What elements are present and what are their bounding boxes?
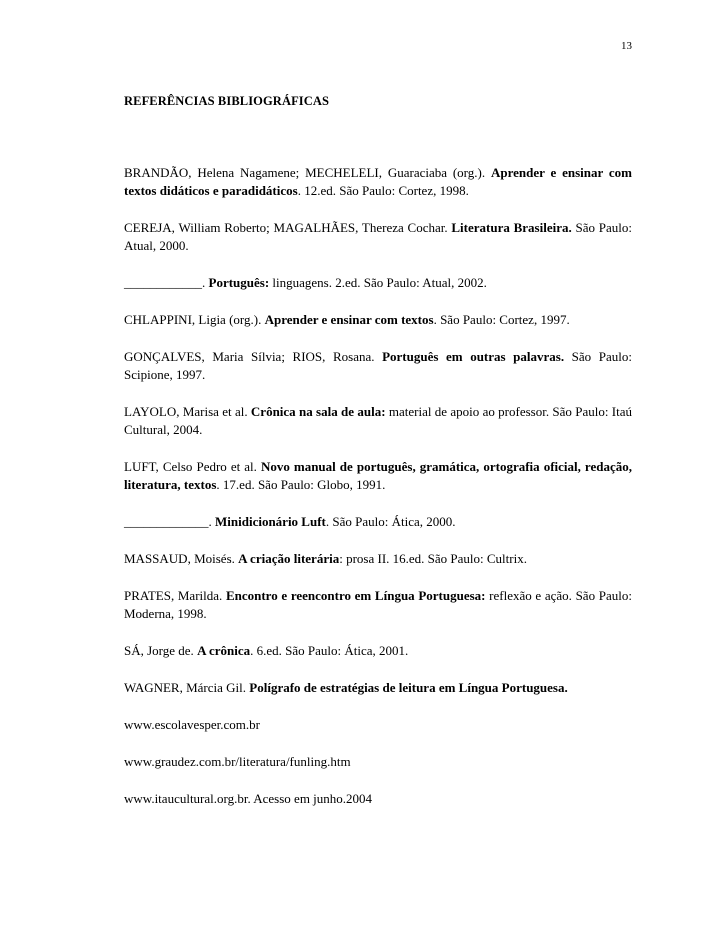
reference-work-title: A criação literária (238, 551, 340, 566)
reference-url-text: www.escolavesper.com.br (124, 717, 260, 732)
reference-url (124, 753, 632, 771)
reference-item (124, 219, 632, 255)
reference-work-title: Crônica na sala de aula: (250, 404, 386, 419)
reference-item (124, 587, 632, 623)
reference-details: . 6.ed. São Paulo: Ática, 2001. (250, 643, 409, 658)
reference-authors: WAGNER, Márcia Gil. (124, 680, 250, 695)
reference-work-title: Aprender e ensinar com textos (264, 312, 434, 327)
reference-work-title: Português em outras palavras. (382, 349, 565, 364)
reference-details: São Paulo: Atual, 2000. (124, 220, 632, 253)
reference-authors: _____________. (124, 514, 215, 529)
section-title: REFERÊNCIAS BIBLIOGRÁFICAS (124, 94, 330, 108)
reference-authors: ____________. (124, 275, 209, 290)
reference-url (124, 790, 632, 808)
reference-authors: BRANDÃO, Helena Nagamene; MECHELELI, Guaraciaba (org.). (124, 165, 491, 180)
reference-details: . 12.ed. São Paulo: Cortez, 1998. (297, 183, 469, 198)
reference-details: : prosa II. 16.ed. São Paulo: Cultrix. (339, 551, 527, 566)
reference-details: material de apoio ao professor. São Paulo: Itaú Cultural, 2004. (124, 404, 632, 437)
reference-url-text: www.graudez.com.br/literatura/funling.htm (124, 754, 351, 769)
reference-details: São Paulo: Scipione, 1997. (124, 349, 632, 382)
reference-item (124, 403, 632, 439)
reference-item (124, 679, 632, 697)
reference-item (124, 311, 632, 329)
reference-authors: PRATES, Marilda. (124, 588, 226, 603)
reference-authors: GONÇALVES, Maria Sílvia; RIOS, Rosana. (124, 349, 383, 364)
reference-details: . 17.ed. São Paulo: Globo, 1991. (216, 477, 386, 492)
page-number: 13 (621, 40, 632, 52)
reference-item (124, 550, 632, 568)
reference-authors: LUFT, Celso Pedro et al. (124, 459, 261, 474)
reference-work-title: Português: (208, 275, 270, 290)
reference-details: linguagens. 2.ed. São Paulo: Atual, 2002. (269, 275, 487, 290)
reference-details: . São Paulo: Ática, 2000. (325, 514, 456, 529)
reference-item (124, 348, 632, 384)
reference-work-title: Novo manual de português, gramática, ortografia oficial, redação, literatura, textos (124, 459, 632, 492)
reference-list (124, 164, 632, 827)
reference-details: . São Paulo: Cortez, 1997. (433, 312, 570, 327)
reference-item (124, 513, 632, 531)
reference-authors: CEREJA, William Roberto; MAGALHÃES, Thereza Cochar. (124, 220, 452, 235)
reference-url (124, 716, 632, 734)
reference-item (124, 164, 632, 200)
reference-work-title: Minidicionário Luft (215, 514, 326, 529)
reference-details: reflexão e ação. São Paulo: Moderna, 1998. (124, 588, 632, 621)
reference-work-title: Encontro e reencontro em Língua Portuguesa: (225, 588, 486, 603)
reference-work-title: Literatura Brasileira. (451, 220, 572, 235)
reference-item (124, 642, 632, 660)
reference-work-title: A crônica (197, 643, 251, 658)
reference-authors: SÁ, Jorge de. (124, 643, 198, 658)
reference-url-text: www.itaucultural.org.br. Acesso em junho.2004 (124, 791, 373, 806)
reference-work-title: Aprender e ensinar com textos didáticos e paradidáticos (124, 165, 632, 198)
reference-authors: MASSAUD, Moisés. (124, 551, 239, 566)
reference-item (124, 274, 632, 292)
reference-item (124, 458, 632, 494)
reference-authors: CHLAPPINI, Ligia (org.). (124, 312, 265, 327)
reference-work-title: Polígrafo de estratégias de leitura em Língua Portuguesa. (249, 680, 568, 695)
reference-authors: LAYOLO, Marisa et al. (124, 404, 251, 419)
